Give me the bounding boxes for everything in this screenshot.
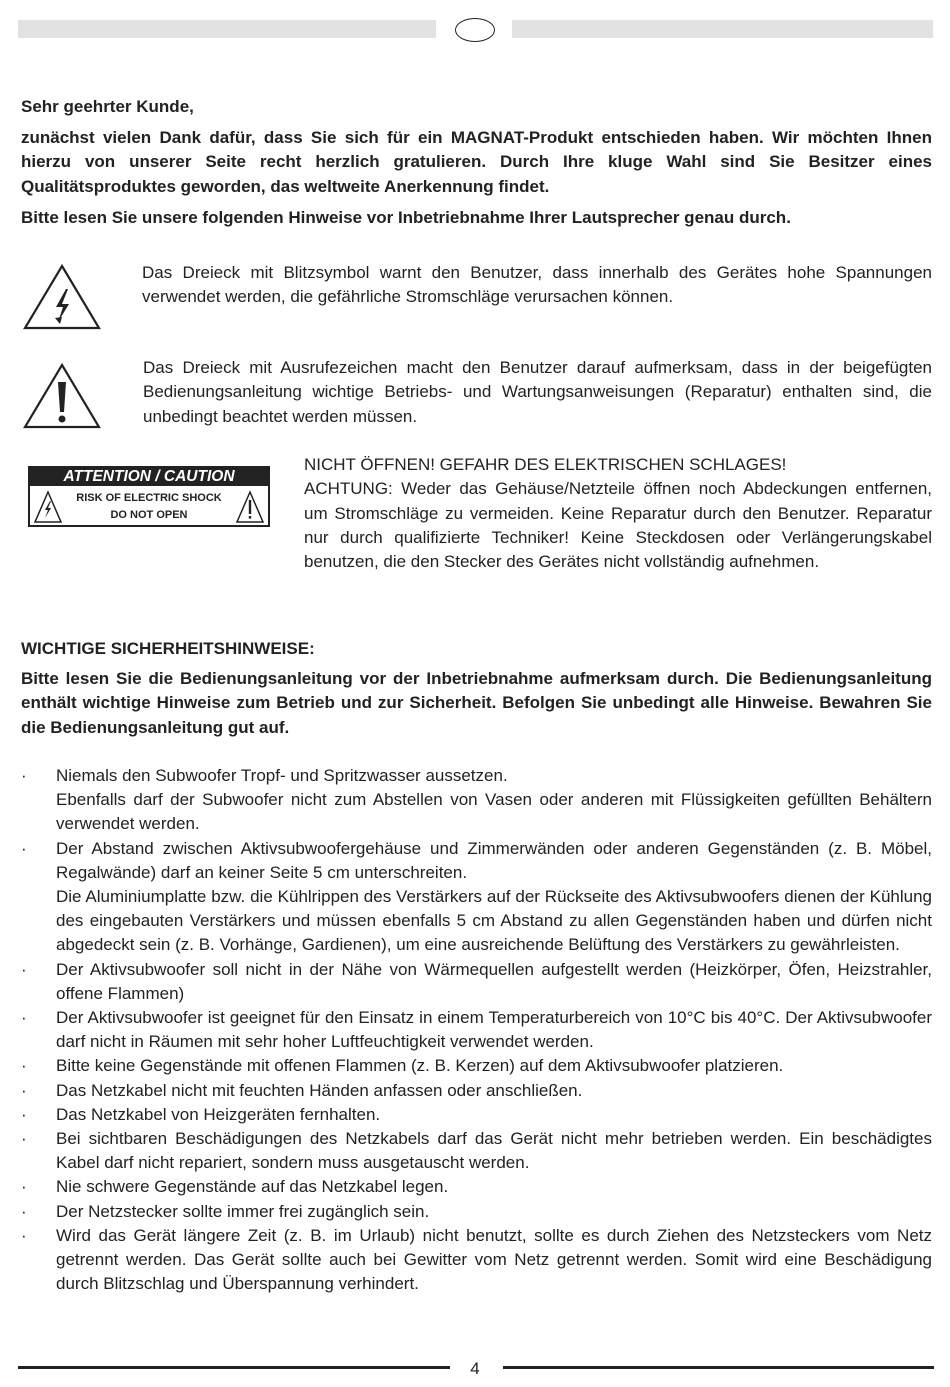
list-item-text: Nie schwere Gegenstände auf das Netzkabel legen. (56, 1177, 449, 1197)
list-item-text: Wird das Gerät längere Zeit (z. B. im Urlaub) nicht benutzt, sollte es durch Ziehen des Netzsteckers vom Netz getrennt werden. Das Gerät sollte auch bei Gewitter vom Netz getrennt werden. Somit wird eine Beschädigung durch Blitzschlag und Überspannung verhindert. (56, 1225, 932, 1294)
page-number: 4 (470, 1359, 480, 1378)
exclamation-warning-icon (22, 362, 102, 430)
header-oval (455, 18, 495, 42)
list-item-text: Bitte keine Gegenstände mit offenen Flammen (z. B. Kerzen) auf dem Aktivsubwoofer platzieren. (56, 1056, 784, 1076)
list-item (21, 1200, 932, 1224)
greeting: Sehr geehrter Kunde, (21, 97, 194, 116)
list-item (21, 1224, 932, 1297)
caution-label-line1: RISK OF ELECTRIC SHOCK (76, 492, 222, 504)
caution-heading-text: NICHT ÖFFNEN! GEFAHR DES ELEKTRISCHEN SCHLAGES! (304, 455, 787, 474)
bullet: · (21, 1056, 27, 1076)
caution-text-block (304, 453, 932, 574)
bullet: · (21, 1008, 27, 1028)
read-notice: Bitte lesen Sie unsere folgenden Hinweise vor Inbetriebnahme Ihrer Lautsprecher genau durch. (21, 208, 791, 227)
list-item (21, 1175, 932, 1199)
list-item (21, 958, 932, 1006)
list-item-text: Das Netzkabel von Heizgeräten fernhalten. (56, 1104, 381, 1124)
bullet: · (21, 1080, 27, 1100)
bullet: · (21, 838, 27, 858)
bullet: · (21, 1104, 27, 1124)
list-item-text: Der Abstand zwischen Aktivsubwoofergehäuse und Zimmerwänden oder anderen Gegenständen (z. B. Möbel, Regalwände) darf an keiner Seite 5 cm unterschreiten. (56, 838, 932, 882)
footer-rule-left (18, 1366, 450, 1369)
bullet: · (21, 1225, 27, 1245)
list-item-text: Das Netzkabel nicht mit feuchten Händen anfassen oder anschließen. (56, 1080, 583, 1100)
list-item-text: Die Aluminiumplatte bzw. die Kühlrippen des Verstärkers auf der Rückseite des Aktivsubwoofers dienen der Kühlung des eingebauten Verstärkers und müssen ebenfalls 5 cm Abstand zu allen Gegenständen haben und dürfen nicht abgedeckt sein (z. B. Vorhänge, Gardienen), um eine ausreichende Belüftung des Verstärkers zu gewährleisten. (56, 887, 932, 955)
safety-intro: Bitte lesen Sie die Bedienungsanleitung vor der Inbetriebnahme aufmerksam durch. Die Bedienungsanleitung enthält wichtige Hinweise zum Betrieb und zur Sicherheit. Befolgen Sie unbedingt alle Hinweise. Bewahren Sie die Bedienungsanleitung gut auf. (21, 669, 932, 737)
header-bar-left (18, 20, 436, 38)
exclamation-warning-text: Das Dreieck mit Ausrufezeichen macht den Benutzer darauf aufmerksam, dass in der beigefügten Bedienungsanleitung wichtige Betriebs- und Wartungsanweisungen (Reparatur) enthalten sind, die unbedingt beachtet werden müssen. (143, 358, 932, 426)
footer-rule-right (503, 1366, 934, 1369)
bullet: · (21, 959, 27, 979)
caution-exclamation-icon (236, 490, 264, 524)
list-item-text: Der Aktivsubwoofer soll nicht in der Nähe von Wärmequellen aufgestellt werden (Heizkörper, Öfen, Heizstrahler, offene Flammen) (56, 959, 932, 1003)
header-bar-right (512, 20, 933, 38)
bullet: · (21, 766, 27, 785)
list-item (21, 1006, 932, 1054)
safety-heading: WICHTIGE SICHERHEITSHINWEISE: (21, 639, 315, 658)
bullet: · (21, 1177, 27, 1197)
bullet: · (21, 1129, 27, 1149)
lightning-warning-text: Das Dreieck mit Blitzsymbol warnt den Benutzer, dass innerhalb des Gerätes hohe Spannungen verwendet werden, die gefährliche Stromschläge verursachen können. (142, 263, 932, 307)
bullet: · (21, 1201, 27, 1221)
list-item (21, 764, 932, 837)
list-item (21, 1103, 932, 1127)
intro-paragraph: zunächst vielen Dank dafür, dass Sie sich für ein MAGNAT-Produkt entschieden haben. Wir möchten Ihnen hierzu von unserer Seite recht herzlich gratulieren. Durch Ihre kluge Wahl sind Sie Besitzer eines Qualitätsproduktes geworden, das weltweite Anerkennung findet. (21, 128, 932, 196)
list-item (21, 1054, 932, 1078)
list-item (21, 837, 932, 958)
caution-lightning-icon (34, 490, 62, 524)
list-item (21, 1079, 932, 1103)
list-item-text: Ebenfalls darf der Subwoofer nicht zum Abstellen von Vasen oder anderen mit Flüssigkeiten gefüllten Behältern verwendet werden. (56, 790, 932, 834)
caution-label (28, 466, 270, 527)
list-item-text: Der Netzstecker sollte immer frei zugänglich sein. (56, 1201, 430, 1221)
list-item-text: Der Aktivsubwoofer ist geeignet für den Einsatz in einem Temperaturbereich von 10°C bis 40°C. Der Aktivsubwoofer darf nicht in Räumen mit sehr hoher Luftfeuchtigkeit verwendet werden. (56, 1008, 932, 1052)
caution-label-line2: DO NOT OPEN (110, 509, 188, 521)
lightning-warning-icon (22, 263, 102, 331)
list-item (21, 1127, 932, 1175)
caution-label-header: ATTENTION / CAUTION (30, 468, 268, 486)
safety-list (21, 764, 932, 1296)
caution-body-text: ACHTUNG: Weder das Gehäuse/Netzteile öffnen noch Abdeckungen entfernen, um Stromschläge zu vermeiden. Keine Reparatur durch den Benutzer. Reparatur nur durch qualifizierte Techniker! Keine Steckdosen oder Verlängerungskabel benutzen, die den Stecker des Gerätes nicht vollständig aufnehmen. (304, 479, 932, 572)
list-item-text: Bei sichtbaren Beschädigungen des Netzkabels darf das Gerät nicht mehr betrieben werden. Ein beschädigtes Kabel darf nicht repariert, sondern muss ausgetauscht werden. (56, 1129, 932, 1173)
list-item-text: Niemals den Subwoofer Tropf- und Spritzwasser aussetzen. (56, 766, 508, 785)
